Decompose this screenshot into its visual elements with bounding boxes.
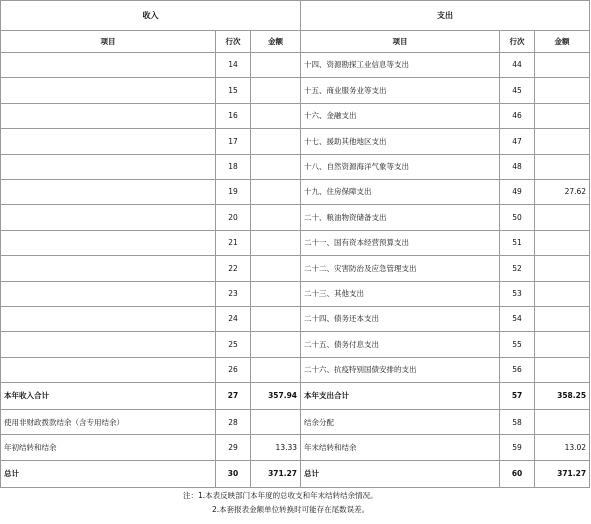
grand-total-row bbox=[1, 460, 590, 487]
income-amount-cell bbox=[251, 357, 301, 382]
income-line-cell: 14 bbox=[216, 53, 251, 78]
income-item-cell bbox=[1, 78, 216, 103]
income-line-cell: 25 bbox=[216, 332, 251, 357]
expense-item-cell: 十七、援助其他地区支出 bbox=[301, 129, 500, 154]
income-item-header: 项目 bbox=[1, 31, 216, 53]
income-item-cell bbox=[1, 53, 216, 78]
begin-balance-label: 年初结转和结余 bbox=[1, 435, 216, 460]
grand-income-line: 30 bbox=[216, 460, 251, 487]
income-item-cell bbox=[1, 332, 216, 357]
income-section-header: 收入 bbox=[1, 1, 301, 31]
begin-balance-line: 29 bbox=[216, 435, 251, 460]
expense-item-cell: 二十六、抗疫特别国债安排的支出 bbox=[301, 357, 500, 382]
expense-amount-cell bbox=[535, 357, 590, 382]
expense-item-cell: 十八、自然资源海洋气象等支出 bbox=[301, 154, 500, 179]
income-line-cell: 20 bbox=[216, 205, 251, 230]
expense-item-cell: 二十一、国有资本经营预算支出 bbox=[301, 230, 500, 255]
expense-amount-cell bbox=[535, 103, 590, 128]
expense-amount-cell bbox=[535, 129, 590, 154]
income-item-cell bbox=[1, 306, 216, 331]
expense-line-cell: 51 bbox=[500, 230, 535, 255]
expense-amount-cell bbox=[535, 78, 590, 103]
expense-item-header: 项目 bbox=[301, 31, 500, 53]
income-amount-cell bbox=[251, 154, 301, 179]
table-row bbox=[1, 230, 590, 255]
income-amount-cell bbox=[251, 281, 301, 306]
income-amount-cell bbox=[251, 306, 301, 331]
footnote-1: 注：1.本表反映部门本年度的总收支和年末结转结余情况。 bbox=[183, 491, 378, 500]
expense-line-header: 行次 bbox=[500, 31, 535, 53]
expense-line-cell: 44 bbox=[500, 53, 535, 78]
expense-line-cell: 54 bbox=[500, 306, 535, 331]
income-amount-cell bbox=[251, 205, 301, 230]
income-total-label: 本年收入合计 bbox=[1, 383, 216, 410]
income-line-cell: 24 bbox=[216, 306, 251, 331]
income-line-cell: 21 bbox=[216, 230, 251, 255]
footnote-2: 2.本套报表金额单位转换时可能存在尾数误差。 bbox=[212, 505, 370, 514]
income-item-cell bbox=[1, 281, 216, 306]
table-row bbox=[1, 256, 590, 281]
expense-item-cell: 二十二、灾害防治及应急管理支出 bbox=[301, 256, 500, 281]
nonfiscal-row bbox=[1, 410, 590, 435]
table-row bbox=[1, 154, 590, 179]
income-total-line: 27 bbox=[216, 383, 251, 410]
income-line-cell: 19 bbox=[216, 179, 251, 204]
income-item-cell bbox=[1, 103, 216, 128]
surplus-dist-label: 结余分配 bbox=[301, 410, 500, 435]
expense-amount-cell: 27.62 bbox=[535, 179, 590, 204]
expense-amount-cell bbox=[535, 332, 590, 357]
income-amount-cell bbox=[251, 179, 301, 204]
surplus-dist-line: 58 bbox=[500, 410, 535, 435]
income-line-cell: 26 bbox=[216, 357, 251, 382]
expense-item-cell: 十四、资源勘探工业信息等支出 bbox=[301, 53, 500, 78]
income-amount-cell bbox=[251, 78, 301, 103]
table-row bbox=[1, 78, 590, 103]
expense-amount-cell bbox=[535, 154, 590, 179]
table-row bbox=[1, 281, 590, 306]
footnotes bbox=[0, 489, 589, 517]
income-amount-cell bbox=[251, 53, 301, 78]
expense-line-cell: 46 bbox=[500, 103, 535, 128]
balance-row bbox=[1, 435, 590, 460]
grand-income-label: 总计 bbox=[1, 460, 216, 487]
expense-item-cell: 二十四、债务还本支出 bbox=[301, 306, 500, 331]
income-amount-cell bbox=[251, 230, 301, 255]
expense-item-cell: 十六、金融支出 bbox=[301, 103, 500, 128]
income-line-header: 行次 bbox=[216, 31, 251, 53]
income-line-cell: 16 bbox=[216, 103, 251, 128]
expense-line-cell: 52 bbox=[500, 256, 535, 281]
expense-line-cell: 47 bbox=[500, 129, 535, 154]
end-balance-line: 59 bbox=[500, 435, 535, 460]
end-balance-amount: 13.02 bbox=[535, 435, 590, 460]
table-row bbox=[1, 205, 590, 230]
income-item-cell bbox=[1, 129, 216, 154]
expense-amount-header: 金额 bbox=[535, 31, 590, 53]
income-amount-cell bbox=[251, 103, 301, 128]
expense-amount-cell bbox=[535, 230, 590, 255]
table-row bbox=[1, 332, 590, 357]
income-item-cell bbox=[1, 256, 216, 281]
expense-line-cell: 45 bbox=[500, 78, 535, 103]
expense-amount-cell bbox=[535, 205, 590, 230]
income-item-cell bbox=[1, 205, 216, 230]
expense-total-label: 本年支出合计 bbox=[301, 383, 500, 410]
expense-item-cell: 二十三、其他支出 bbox=[301, 281, 500, 306]
surplus-dist-amount bbox=[535, 410, 590, 435]
income-line-cell: 15 bbox=[216, 78, 251, 103]
income-amount-header: 金额 bbox=[251, 31, 301, 53]
nonfiscal-amount bbox=[251, 410, 301, 435]
table-row bbox=[1, 179, 590, 204]
nonfiscal-line: 28 bbox=[216, 410, 251, 435]
table-row bbox=[1, 103, 590, 128]
expense-line-cell: 55 bbox=[500, 332, 535, 357]
income-line-cell: 18 bbox=[216, 154, 251, 179]
expense-amount-cell bbox=[535, 281, 590, 306]
income-item-cell bbox=[1, 357, 216, 382]
income-total-amount: 357.94 bbox=[251, 383, 301, 410]
expense-item-cell: 十五、商业服务业等支出 bbox=[301, 78, 500, 103]
income-item-cell bbox=[1, 230, 216, 255]
begin-balance-amount: 13.33 bbox=[251, 435, 301, 460]
expense-total-amount: 358.25 bbox=[535, 383, 590, 410]
expense-item-cell: 二十、粮油物资储备支出 bbox=[301, 205, 500, 230]
expense-item-cell: 二十五、债务付息支出 bbox=[301, 332, 500, 357]
expense-section-header: 支出 bbox=[301, 1, 590, 31]
expense-line-cell: 48 bbox=[500, 154, 535, 179]
income-amount-cell bbox=[251, 332, 301, 357]
income-item-cell bbox=[1, 179, 216, 204]
nonfiscal-label: 使用非财政拨款结余（含专用结余） bbox=[1, 410, 216, 435]
expense-amount-cell bbox=[535, 256, 590, 281]
grand-expense-line: 60 bbox=[500, 460, 535, 487]
expense-item-cell: 十九、住房保障支出 bbox=[301, 179, 500, 204]
income-amount-cell bbox=[251, 129, 301, 154]
table-row bbox=[1, 357, 590, 382]
income-line-cell: 22 bbox=[216, 256, 251, 281]
expense-line-cell: 49 bbox=[500, 179, 535, 204]
income-amount-cell bbox=[251, 256, 301, 281]
table-row bbox=[1, 129, 590, 154]
income-item-cell bbox=[1, 154, 216, 179]
annual-total-row bbox=[1, 383, 590, 410]
table-row bbox=[1, 53, 590, 78]
income-line-cell: 23 bbox=[216, 281, 251, 306]
table-row bbox=[1, 306, 590, 331]
end-balance-label: 年末结转和结余 bbox=[301, 435, 500, 460]
expense-line-cell: 53 bbox=[500, 281, 535, 306]
expense-line-cell: 50 bbox=[500, 205, 535, 230]
grand-expense-amount: 371.27 bbox=[535, 460, 590, 487]
expense-line-cell: 56 bbox=[500, 357, 535, 382]
expense-amount-cell bbox=[535, 306, 590, 331]
expense-amount-cell bbox=[535, 53, 590, 78]
expense-total-line: 57 bbox=[500, 383, 535, 410]
income-line-cell: 17 bbox=[216, 129, 251, 154]
grand-expense-label: 总计 bbox=[301, 460, 500, 487]
grand-income-amount: 371.27 bbox=[251, 460, 301, 487]
